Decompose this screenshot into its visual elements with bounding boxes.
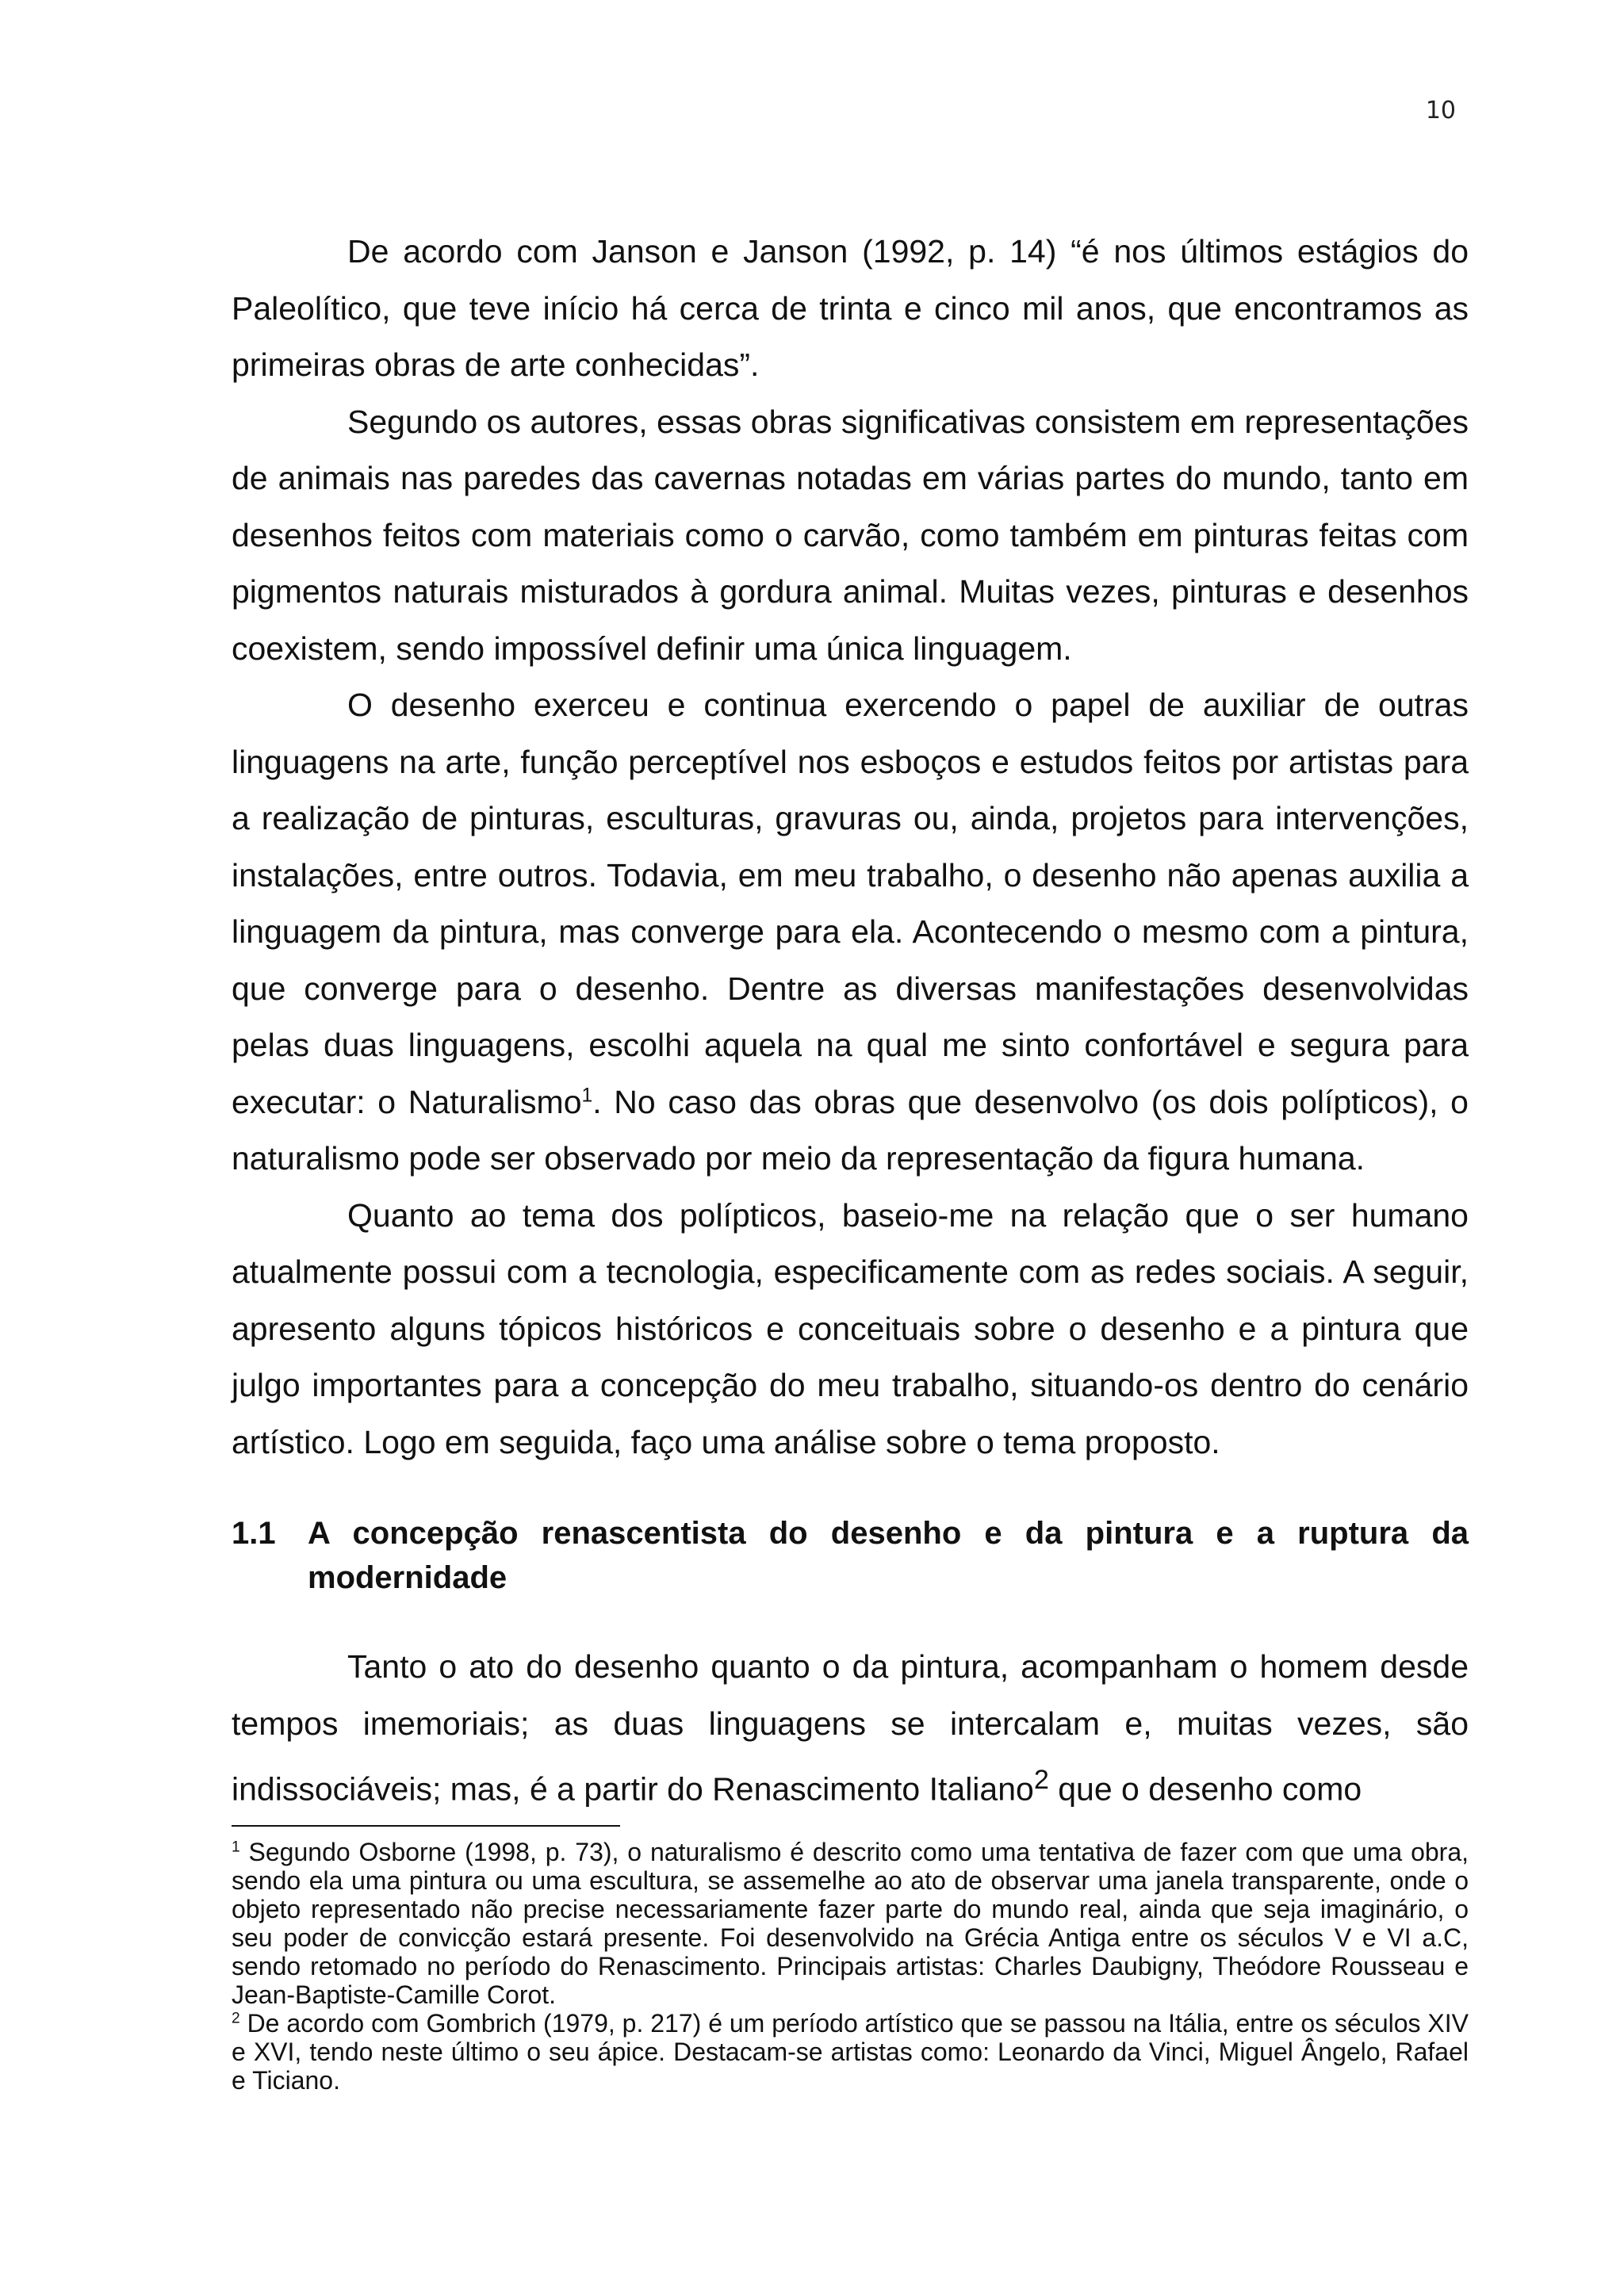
- paragraph-text: Tanto o ato do desenho quanto o da pintura, acompanham o homem desde tempos imemoriais; as duas linguagens se intercalam e, muitas vezes, são indissociáveis; mas, é a partir do Renascimento Italiano: [232, 1648, 1469, 1808]
- footnote-reference: 2: [1033, 1765, 1049, 1795]
- paragraph: [232, 1639, 1469, 1818]
- footnote-reference: 1: [581, 1084, 593, 1106]
- footnote: [232, 2009, 1469, 2095]
- page-number: 10: [1425, 97, 1456, 124]
- paragraph: Segundo os autores, essas obras significativas consistem em representações de animais nas paredes das cavernas notadas em várias partes do mundo, tanto em desenhos feitos com materiais como o carvão, como também em pinturas feitas com pigmentos naturais misturados à gordura animal. Muitas vezes, pinturas e desenhos coexistem, sendo impossível definir uma única linguagem.: [232, 403, 1469, 667]
- footnote-marker: 2: [232, 2010, 240, 2027]
- paragraph: [232, 677, 1469, 1188]
- section-number: 1.1: [232, 1516, 276, 1551]
- body-text: [232, 224, 1469, 1471]
- footnotes: [232, 1838, 1469, 2095]
- paragraph: De acordo com Janson e Janson (1992, p. 14) “é nos últimos estágios do Paleolítico, que teve início há cerca de trinta e cinco mil anos, que encontramos as primeiras obras de arte conhecidas”.: [232, 233, 1469, 383]
- paragraph-text: O desenho exerceu e continua exercendo o papel de auxiliar de outras linguagens na arte, função perceptível nos esboços e estudos feitos por artistas para a realização de pinturas, esculturas, gravuras ou, ainda, projetos para intervenções, instalações, entre outros. Todavia, em meu trabalho, o desenho não apenas auxilia a linguagem da pintura, mas converge para ela. Acontecendo o mesmo com a pintura, que converge para o desenho. Dentre as diversas manifestações desenvolvidas pelas duas linguagens, escolhi aquela na qual me sinto confortável e segura para executar: o Naturalismo: [232, 687, 1469, 1120]
- footnote: [232, 1838, 1469, 2009]
- footnote-text: De acordo com Gombrich (1979, p. 217) é um período artístico que se passou na Itália, entre os séculos XIV e XVI, tendo neste último o seu ápice. Destacam-se artistas como: Leonardo da Vinci, Miguel Ângelo, Rafael e Ticiano.: [232, 2009, 1469, 2095]
- section-heading: [232, 1511, 1469, 1600]
- paragraph: Quanto ao tema dos polípticos, baseio-me na relação que o ser humano atualmente possui com a tecnologia, especificamente com as redes sociais. A seguir, apresento alguns tópicos históricos e conceituais sobre o desenho e a pintura que julgo importantes para a concepção do meu trabalho, situando-os dentro do cenário artístico. Logo em seguida, faço uma análise sobre o tema proposto.: [232, 1196, 1469, 1460]
- paragraph-text: . No caso das obras que desenvolvo (os dois polípticos), o naturalismo pode ser observado por meio da representação da figura humana.: [232, 1083, 1469, 1177]
- footnote-separator: [232, 1825, 620, 1827]
- footnote-text: Segundo Osborne (1998, p. 73), o naturalismo é descrito como uma tentativa de fazer com que uma obra, sendo ela uma pintura ou uma escultura, se assemelhe ao ato de observar uma janela transparente, onde o objeto representado não precise necessariamente fazer parte do mundo real, ainda que seja imaginário, o seu poder de convicção estará presente. Foi desenvolvido na Grécia Antiga entre os séculos V e VI a.C, sendo retomado no período do Renascimento. Principais artistas: Charles Daubigny, Theódore Rousseau e Jean-Baptiste-Camille Corot.: [232, 1838, 1469, 2009]
- paragraph-text: que o desenho como: [1048, 1770, 1362, 1808]
- section-body-text: [232, 1639, 1469, 1818]
- footnote-marker: 1: [232, 1839, 240, 1856]
- section-title: A concepção renascentista do desenho e da pintura e a ruptura da modernidade: [308, 1516, 1469, 1595]
